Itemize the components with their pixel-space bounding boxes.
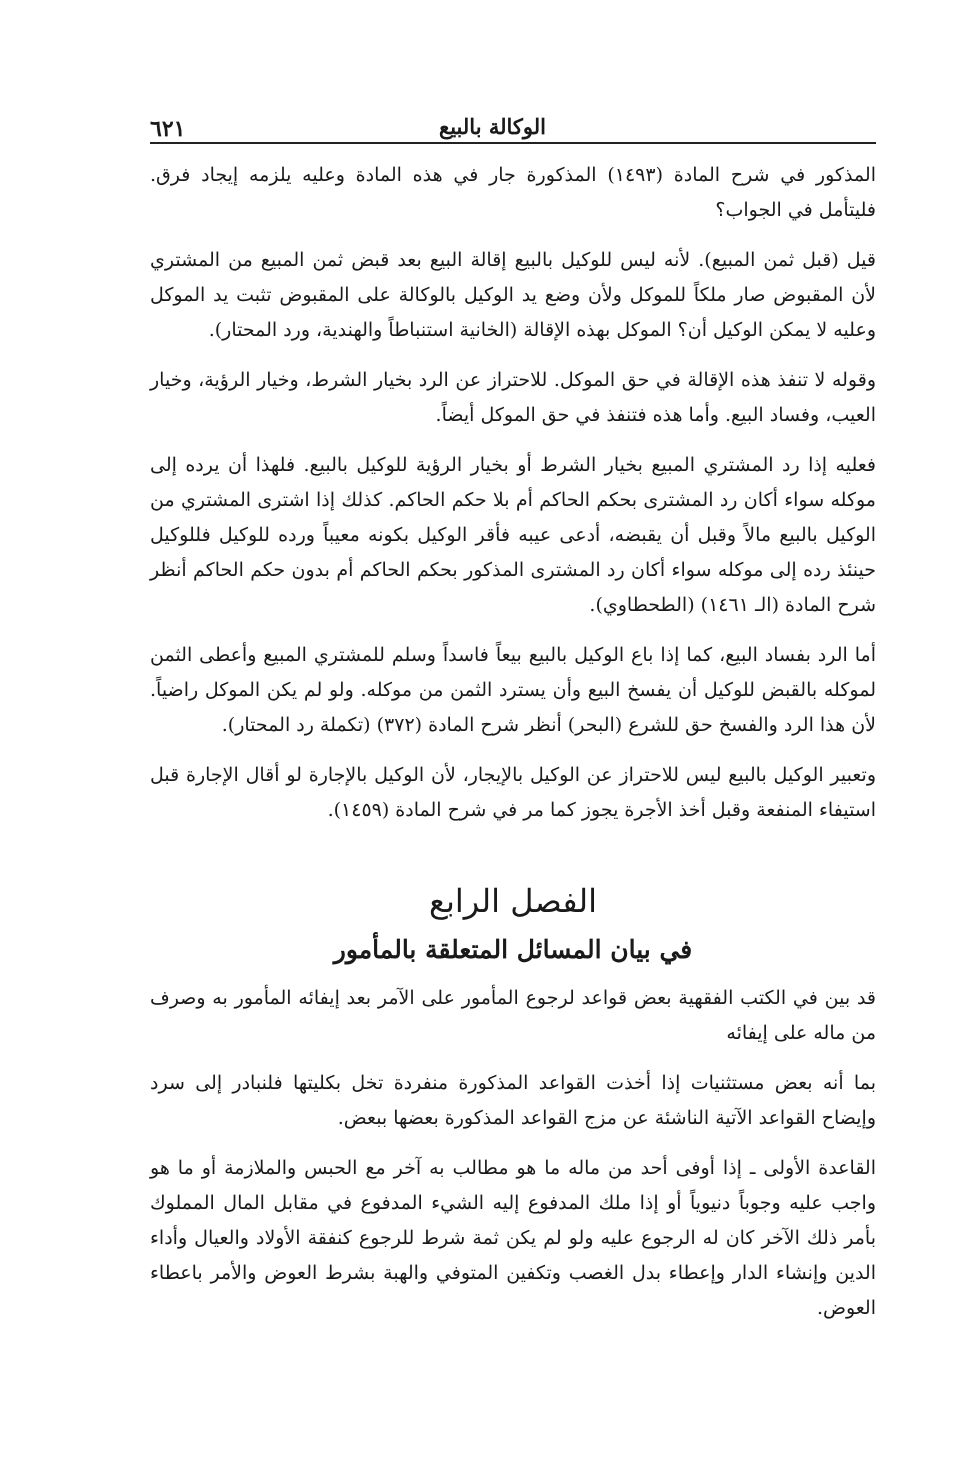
- paragraph: [150, 758, 876, 828]
- paragraph: [150, 448, 876, 623]
- page-number: ٦٢١: [150, 116, 186, 142]
- paragraph-text: وقوله لا تنفذ هذه الإقالة في حق الموكل. للاحتراز عن الرد بخيار الشرط، وخيار الرؤية، وخيار العيب، وفساد البيع. وأما هذه فتنفذ في حق الموكل أيضاً.: [150, 369, 876, 426]
- paragraph-text: قد بين في الكتب الفقهية بعض قواعد لرجوع المأمور على الآمر بعد إيفائه المأمور به وصرف من ماله على إيفائه: [150, 987, 876, 1044]
- paragraph-text: القاعدة الأولى ـ إذا أوفى أحد من ماله ما هو مطالب به آخر مع الحبس والملازمة أو ما هو واجب عليه وجوباً دنيوياً أو إذا ملك المدفوع إليه الشيء المدفوع في مقابل المال المملوك بأمر ذلك الآخر كان له الرجوع عليه ولو لم يكن ثمة شرط للرجوع كنفقة الأولاد والعيال وأداء الدين وإنشاء الدار وإعطاء بدل الغصب وتكفين المتوفي والهبة بشرط العوض والأمر باعطاء العوض.: [150, 1157, 876, 1319]
- running-title: الوكالة بالبيع: [439, 114, 546, 139]
- chapter-heading: [150, 873, 876, 971]
- paragraph: [150, 363, 876, 433]
- paragraph: [150, 243, 876, 348]
- chapter-subtitle: في بيان المسائل المتعلقة بالمأمور: [333, 935, 693, 964]
- paragraph-text: أما الرد بفساد البيع، كما إذا باع الوكيل بالبيع بيعاً فاسداً وسلم للمشتري المبيع وأعطى الثمن لموكله بالقبض للوكيل أن يفسخ البيع وأن يسترد الثمن من موكله. ولو لم يكن الموكل راضياً. لأن هذا الرد والفسخ حق للشرع (البحر) أنظر شرح المادة (٣٧٢) (تكملة رد المحتار).: [150, 644, 876, 736]
- paragraph-text: بما أنه بعض مستثنيات إذا أخذت القواعد المذكورة منفردة تخل بكليتها فلنبادر إلى سرد وإيضاح القواعد الآتية الناشئة عن مزج القواعد المذكورة بعضها ببعض.: [150, 1072, 876, 1129]
- paragraph: [150, 1066, 876, 1136]
- paragraph-text: قيل (قبل ثمن المبيع). لأنه ليس للوكيل بالبيع إقالة البيع بعد قبض ثمن المبيع من المشتري لأن المقبوض صار ملكاً للموكل ولأن وضع يد الوكيل بالوكالة على المقبوض تثبت يد الموكل وعليه لا يمكن الوكيل أن؟ الموكل بهذه الإقالة (الخانية استنباطاً والهندية، ورد المحتار).: [150, 249, 876, 341]
- paragraph: [150, 638, 876, 743]
- header-rule: [150, 142, 876, 144]
- chapter-title: الفصل الرابع: [428, 882, 598, 920]
- paragraph: [150, 981, 876, 1051]
- paragraph-text: المذكور في شرح المادة (١٤٩٣) المذكورة جار في هذه المادة وعليه يلزمه إيجاد فرق. فليتأمل في الجواب؟: [150, 164, 876, 221]
- paragraph-text: فعليه إذا رد المشتري المبيع بخيار الشرط أو بخيار الرؤية للوكيل بالبيع. فلهذا أن يرده إلى موكله سواء أكان رد المشترى بحكم الحاكم أم بلا حكم الحاكم. كذلك إذا اشترى المشتري من الوكيل بالبيع مالاً وقبل أن يقبضه، أدعى عيبه فأقر الوكيل بكونه معيباً ورده للوكيل فللوكيل حينئذ رده إلى موكله سواء أكان رد المشترى المذكور بحكم الحاكم أم بدون حكم الحاكم أنظر شرح المادة (الـ ١٤٦١) (الطحطاوي).: [150, 454, 876, 616]
- paragraph: [150, 1151, 876, 1326]
- paragraph: [150, 158, 876, 228]
- page-body: [150, 158, 876, 1341]
- paragraph-text: وتعبير الوكيل بالبيع ليس للاحتراز عن الوكيل بالإيجار، لأن الوكيل بالإجارة لو أقال الإجارة قبل استيفاء المنفعة وقبل أخذ الأجرة يجوز كما مر في شرح المادة (١٤٥٩).: [150, 764, 876, 821]
- running-header: [150, 108, 876, 144]
